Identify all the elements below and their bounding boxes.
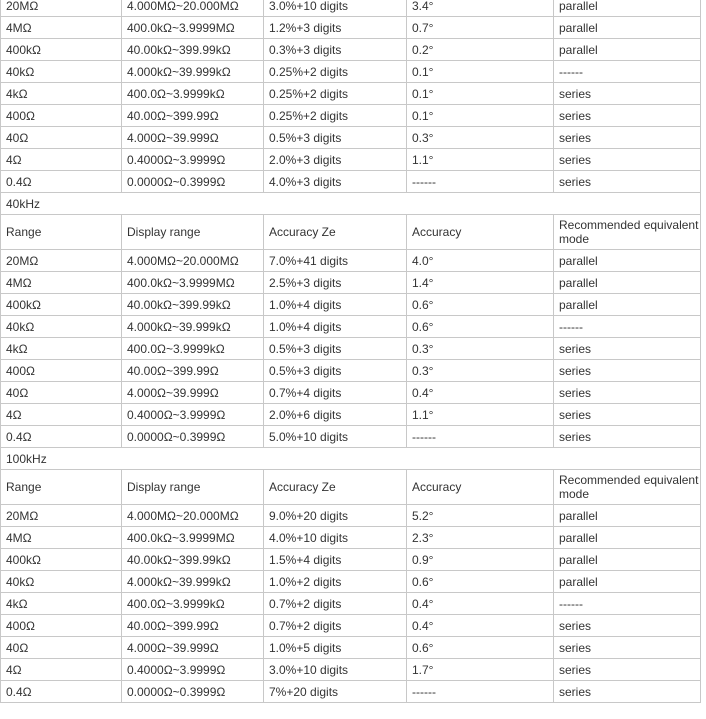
accuracy-ze-cell: 1.0%+5 digits bbox=[264, 637, 407, 659]
accuracy-ze-cell: 4.0%+10 digits bbox=[264, 527, 407, 549]
range-cell: 4Ω bbox=[1, 149, 122, 171]
mode-cell: parallel bbox=[554, 0, 701, 17]
display-range-cell: 40.00Ω~399.99Ω bbox=[122, 615, 264, 637]
mode-cell: parallel bbox=[554, 17, 701, 39]
accuracy-ze-cell: 0.25%+2 digits bbox=[264, 83, 407, 105]
mode-cell: ------ bbox=[554, 593, 701, 615]
frequency-label: 40kHz bbox=[1, 193, 701, 215]
mode-cell: ------ bbox=[554, 61, 701, 83]
table-row bbox=[1, 250, 701, 272]
table-row bbox=[1, 0, 701, 17]
range-cell: 0.4Ω bbox=[1, 681, 122, 703]
table-row bbox=[1, 404, 701, 426]
accuracy-cell: 0.6° bbox=[407, 571, 554, 593]
range-cell: 400kΩ bbox=[1, 39, 122, 61]
range-cell: 4Ω bbox=[1, 404, 122, 426]
accuracy-cell: 0.4° bbox=[407, 615, 554, 637]
frequency-section-row bbox=[1, 448, 701, 470]
range-cell: 400kΩ bbox=[1, 294, 122, 316]
display-range-cell: 40.00kΩ~399.99kΩ bbox=[122, 294, 264, 316]
accuracy-cell: 1.4° bbox=[407, 272, 554, 294]
table-row bbox=[1, 426, 701, 448]
table-row bbox=[1, 294, 701, 316]
mode-cell: parallel bbox=[554, 272, 701, 294]
header-accuracy: Accuracy bbox=[407, 215, 554, 250]
display-range-cell: 4.000MΩ~20.000MΩ bbox=[122, 0, 264, 17]
display-range-cell: 4.000kΩ~39.999kΩ bbox=[122, 61, 264, 83]
range-cell: 4MΩ bbox=[1, 272, 122, 294]
display-range-cell: 40.00kΩ~399.99kΩ bbox=[122, 549, 264, 571]
display-range-cell: 4.000kΩ~39.999kΩ bbox=[122, 316, 264, 338]
header-row bbox=[1, 470, 701, 505]
accuracy-cell: ------ bbox=[407, 426, 554, 448]
table-row bbox=[1, 272, 701, 294]
mode-cell: parallel bbox=[554, 505, 701, 527]
accuracy-cell: 0.6° bbox=[407, 316, 554, 338]
header-accuracy-ze: Accuracy Ze bbox=[264, 470, 407, 505]
accuracy-spec-table-body bbox=[1, 0, 701, 703]
accuracy-cell: 4.0° bbox=[407, 250, 554, 272]
accuracy-ze-cell: 0.5%+3 digits bbox=[264, 338, 407, 360]
accuracy-cell: 1.1° bbox=[407, 404, 554, 426]
table-row bbox=[1, 615, 701, 637]
display-range-cell: 40.00kΩ~399.99kΩ bbox=[122, 39, 264, 61]
mode-cell: parallel bbox=[554, 527, 701, 549]
mode-cell: series bbox=[554, 659, 701, 681]
display-range-cell: 0.4000Ω~3.9999Ω bbox=[122, 404, 264, 426]
range-cell: 40Ω bbox=[1, 382, 122, 404]
accuracy-cell: 0.6° bbox=[407, 637, 554, 659]
display-range-cell: 0.4000Ω~3.9999Ω bbox=[122, 659, 264, 681]
frequency-label: 100kHz bbox=[1, 448, 701, 470]
mode-cell: series bbox=[554, 171, 701, 193]
accuracy-cell: 5.2° bbox=[407, 505, 554, 527]
header-range: Range bbox=[1, 470, 122, 505]
accuracy-cell: 0.1° bbox=[407, 83, 554, 105]
range-cell: 20MΩ bbox=[1, 505, 122, 527]
mode-cell: series bbox=[554, 426, 701, 448]
accuracy-cell: 0.1° bbox=[407, 105, 554, 127]
table-row bbox=[1, 17, 701, 39]
range-cell: 4kΩ bbox=[1, 338, 122, 360]
mode-cell: ------ bbox=[554, 316, 701, 338]
table-row bbox=[1, 338, 701, 360]
mode-cell: series bbox=[554, 83, 701, 105]
mode-cell: series bbox=[554, 127, 701, 149]
accuracy-cell: 1.1° bbox=[407, 149, 554, 171]
accuracy-cell: 2.3° bbox=[407, 527, 554, 549]
accuracy-ze-cell: 2.5%+3 digits bbox=[264, 272, 407, 294]
header-display-range: Display range bbox=[122, 470, 264, 505]
range-cell: 4Ω bbox=[1, 659, 122, 681]
range-cell: 4MΩ bbox=[1, 527, 122, 549]
accuracy-cell: 0.4° bbox=[407, 382, 554, 404]
display-range-cell: 0.4000Ω~3.9999Ω bbox=[122, 149, 264, 171]
table-row bbox=[1, 681, 701, 703]
accuracy-ze-cell: 9.0%+20 digits bbox=[264, 505, 407, 527]
display-range-cell: 400.0kΩ~3.9999MΩ bbox=[122, 17, 264, 39]
accuracy-cell: 3.4° bbox=[407, 0, 554, 17]
range-cell: 400Ω bbox=[1, 360, 122, 382]
header-range: Range bbox=[1, 215, 122, 250]
range-cell: 40kΩ bbox=[1, 571, 122, 593]
mode-cell: series bbox=[554, 105, 701, 127]
display-range-cell: 400.0Ω~3.9999kΩ bbox=[122, 593, 264, 615]
accuracy-ze-cell: 0.5%+3 digits bbox=[264, 360, 407, 382]
table-row bbox=[1, 149, 701, 171]
accuracy-ze-cell: 0.5%+3 digits bbox=[264, 127, 407, 149]
accuracy-ze-cell: 3.0%+10 digits bbox=[264, 659, 407, 681]
accuracy-cell: 0.2° bbox=[407, 39, 554, 61]
range-cell: 40Ω bbox=[1, 127, 122, 149]
accuracy-cell: 0.3° bbox=[407, 338, 554, 360]
display-range-cell: 400.0Ω~3.9999kΩ bbox=[122, 83, 264, 105]
accuracy-ze-cell: 3.0%+10 digits bbox=[264, 0, 407, 17]
mode-cell: series bbox=[554, 360, 701, 382]
accuracy-cell: 0.1° bbox=[407, 61, 554, 83]
accuracy-cell: 0.7° bbox=[407, 17, 554, 39]
mode-cell: series bbox=[554, 149, 701, 171]
mode-cell: series bbox=[554, 404, 701, 426]
table-row bbox=[1, 316, 701, 338]
range-cell: 40kΩ bbox=[1, 61, 122, 83]
accuracy-ze-cell: 1.2%+3 digits bbox=[264, 17, 407, 39]
mode-cell: series bbox=[554, 637, 701, 659]
accuracy-ze-cell: 0.7%+4 digits bbox=[264, 382, 407, 404]
mode-cell: series bbox=[554, 681, 701, 703]
header-display-range: Display range bbox=[122, 215, 264, 250]
display-range-cell: 400.0Ω~3.9999kΩ bbox=[122, 338, 264, 360]
display-range-cell: 4.000Ω~39.999Ω bbox=[122, 382, 264, 404]
table-row bbox=[1, 549, 701, 571]
table-row bbox=[1, 505, 701, 527]
table-row bbox=[1, 382, 701, 404]
table-row bbox=[1, 83, 701, 105]
display-range-cell: 4.000MΩ~20.000MΩ bbox=[122, 505, 264, 527]
accuracy-ze-cell: 0.25%+2 digits bbox=[264, 105, 407, 127]
mode-cell: series bbox=[554, 615, 701, 637]
mode-cell: parallel bbox=[554, 250, 701, 272]
accuracy-cell: 0.4° bbox=[407, 593, 554, 615]
accuracy-ze-cell: 0.7%+2 digits bbox=[264, 615, 407, 637]
mode-cell: series bbox=[554, 338, 701, 360]
range-cell: 4kΩ bbox=[1, 593, 122, 615]
display-range-cell: 40.00Ω~399.99Ω bbox=[122, 105, 264, 127]
accuracy-ze-cell: 1.0%+2 digits bbox=[264, 571, 407, 593]
table-row bbox=[1, 637, 701, 659]
range-cell: 400kΩ bbox=[1, 549, 122, 571]
table-row bbox=[1, 171, 701, 193]
table-row bbox=[1, 360, 701, 382]
display-range-cell: 400.0kΩ~3.9999MΩ bbox=[122, 527, 264, 549]
accuracy-ze-cell: 1.5%+4 digits bbox=[264, 549, 407, 571]
accuracy-cell: ------ bbox=[407, 171, 554, 193]
range-cell: 0.4Ω bbox=[1, 171, 122, 193]
display-range-cell: 4.000Ω~39.999Ω bbox=[122, 127, 264, 149]
accuracy-ze-cell: 7%+20 digits bbox=[264, 681, 407, 703]
accuracy-ze-cell: 2.0%+6 digits bbox=[264, 404, 407, 426]
header-accuracy: Accuracy bbox=[407, 470, 554, 505]
range-cell: 4kΩ bbox=[1, 83, 122, 105]
range-cell: 40kΩ bbox=[1, 316, 122, 338]
display-range-cell: 0.0000Ω~0.3999Ω bbox=[122, 681, 264, 703]
range-cell: 40Ω bbox=[1, 637, 122, 659]
accuracy-cell: 1.7° bbox=[407, 659, 554, 681]
accuracy-ze-cell: 4.0%+3 digits bbox=[264, 171, 407, 193]
header-recommended-mode: Recommended equivalent mode bbox=[554, 470, 701, 505]
accuracy-ze-cell: 1.0%+4 digits bbox=[264, 294, 407, 316]
table-row bbox=[1, 593, 701, 615]
display-range-cell: 40.00Ω~399.99Ω bbox=[122, 360, 264, 382]
table-row bbox=[1, 127, 701, 149]
accuracy-ze-cell: 5.0%+10 digits bbox=[264, 426, 407, 448]
display-range-cell: 0.0000Ω~0.3999Ω bbox=[122, 171, 264, 193]
mode-cell: series bbox=[554, 382, 701, 404]
range-cell: 4MΩ bbox=[1, 17, 122, 39]
accuracy-ze-cell: 2.0%+3 digits bbox=[264, 149, 407, 171]
table-row bbox=[1, 61, 701, 83]
accuracy-cell: ------ bbox=[407, 681, 554, 703]
table-row bbox=[1, 659, 701, 681]
frequency-section-row bbox=[1, 193, 701, 215]
accuracy-cell: 0.6° bbox=[407, 294, 554, 316]
mode-cell: parallel bbox=[554, 549, 701, 571]
accuracy-cell: 0.3° bbox=[407, 127, 554, 149]
table-row bbox=[1, 39, 701, 61]
range-cell: 20MΩ bbox=[1, 250, 122, 272]
header-accuracy-ze: Accuracy Ze bbox=[264, 215, 407, 250]
header-recommended-mode: Recommended equivalent mode bbox=[554, 215, 701, 250]
accuracy-ze-cell: 7.0%+41 digits bbox=[264, 250, 407, 272]
header-row bbox=[1, 215, 701, 250]
display-range-cell: 0.0000Ω~0.3999Ω bbox=[122, 426, 264, 448]
table-row bbox=[1, 527, 701, 549]
range-cell: 400Ω bbox=[1, 615, 122, 637]
mode-cell: parallel bbox=[554, 571, 701, 593]
display-range-cell: 4.000kΩ~39.999kΩ bbox=[122, 571, 264, 593]
display-range-cell: 4.000Ω~39.999Ω bbox=[122, 637, 264, 659]
accuracy-cell: 0.3° bbox=[407, 360, 554, 382]
table-row bbox=[1, 571, 701, 593]
accuracy-ze-cell: 1.0%+4 digits bbox=[264, 316, 407, 338]
accuracy-ze-cell: 0.7%+2 digits bbox=[264, 593, 407, 615]
mode-cell: parallel bbox=[554, 39, 701, 61]
accuracy-ze-cell: 0.25%+2 digits bbox=[264, 61, 407, 83]
accuracy-ze-cell: 0.3%+3 digits bbox=[264, 39, 407, 61]
display-range-cell: 400.0kΩ~3.9999MΩ bbox=[122, 272, 264, 294]
mode-cell: parallel bbox=[554, 294, 701, 316]
range-cell: 20MΩ bbox=[1, 0, 122, 17]
range-cell: 400Ω bbox=[1, 105, 122, 127]
accuracy-cell: 0.9° bbox=[407, 549, 554, 571]
table-row bbox=[1, 105, 701, 127]
display-range-cell: 4.000MΩ~20.000MΩ bbox=[122, 250, 264, 272]
range-cell: 0.4Ω bbox=[1, 426, 122, 448]
